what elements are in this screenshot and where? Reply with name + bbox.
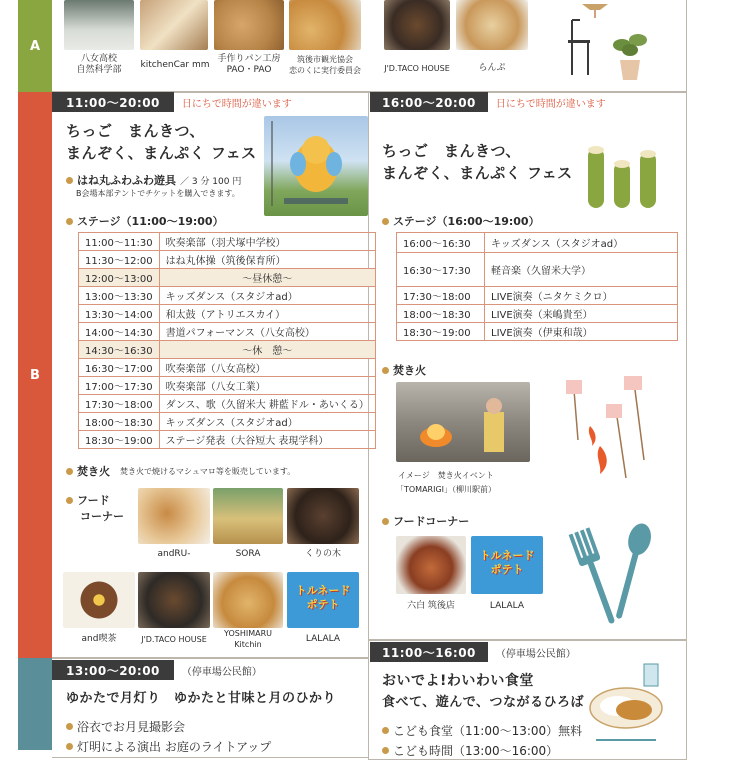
schedule-act: 〜昼休憩〜 — [159, 269, 375, 287]
schedule-act: 吹奏楽部（八女高校） — [159, 359, 375, 377]
photo-jdtaco-a — [384, 0, 450, 50]
caption-kurinoki: くりの木 — [304, 549, 341, 559]
bullet-icon — [66, 497, 73, 504]
caption-a-5: J'D.TACO HOUSE — [384, 64, 450, 73]
c-right-item-2: こども時間（13:00〜16:00） — [382, 742, 558, 759]
b-right-food-heading: フードコーナー — [382, 513, 469, 529]
curry-plate-icon — [586, 660, 676, 750]
marshmallow-fire-icon — [560, 370, 660, 480]
schedule-time: 17:30〜18:00 — [79, 395, 160, 413]
b-left-schedule-table — [78, 232, 376, 449]
b-left-food-heading-2: コーナー — [80, 510, 124, 523]
b-left-title-1: ちっご まんきつ、 — [66, 122, 205, 140]
bullet-icon — [66, 468, 73, 475]
schedule-act: LIVE演奏（ニタケミクロ） — [485, 287, 678, 305]
c-left-venue: （停車場公民館） — [181, 666, 262, 678]
schedule-act: 軽音楽（久留米大学） — [485, 253, 678, 287]
b-right-timebar — [370, 92, 606, 112]
caption-a-6: らんぷ — [478, 63, 506, 73]
schedule-time: 17:00〜17:30 — [79, 377, 160, 395]
schedule-time: 16:30〜17:00 — [79, 359, 160, 377]
table-row — [79, 233, 376, 251]
c-left-item-1: 浴衣でお月見撮影会 — [66, 718, 185, 735]
schedule-act: 吹奏楽部（羽犬塚中学校） — [159, 233, 375, 251]
caption-jdtaco-b: J'D.TACO HOUSE — [141, 635, 207, 644]
schedule-act: 書道パフォーマンス（八女高校） — [159, 323, 375, 341]
schedule-act: キッズダンス（スタジオad） — [159, 413, 375, 431]
photo-yoshimaru — [213, 572, 283, 628]
table-row — [79, 251, 376, 269]
photo-hanemaru — [264, 116, 368, 216]
hane-price: ／ 3 分 100 円 — [180, 176, 242, 187]
table-row — [79, 341, 376, 359]
schedule-act: 吹奏楽部（八女工業） — [159, 377, 375, 395]
photo-pao — [214, 0, 284, 50]
photo-ranpu — [456, 0, 528, 50]
bullet-icon — [382, 367, 389, 374]
chair-plant-illustration — [560, 0, 670, 85]
lalala-logo-right: トルネード ポテト — [479, 549, 535, 576]
schedule-act: キッズダンス（スタジオad） — [159, 287, 375, 305]
bamboo-lantern-icon — [584, 142, 660, 212]
bullet-icon — [66, 177, 73, 184]
bullet-icon — [66, 723, 73, 730]
b-left-time: 11:00〜20:00 — [52, 92, 174, 112]
hane-note: B会場本部テントでチケットを購入できます。 — [76, 189, 240, 198]
photo-andru — [138, 488, 210, 544]
hanemaru-mascot-icon — [264, 116, 368, 216]
c-right-title: おいでよ!わいわい食堂 — [382, 673, 534, 689]
bullet-icon — [66, 743, 73, 750]
c-left-item-2: 灯明による演出 お庭のライトアップ — [66, 738, 271, 755]
bonfire-icon — [396, 382, 530, 462]
lalala-logo: トルネード ポテト — [295, 584, 351, 611]
b-left-stage-heading: ステージ（11:00〜19:00） — [66, 213, 224, 229]
c-right-subtitle: 食べて、遊んで、つながるひろば — [382, 695, 584, 710]
photo-lalala-right — [471, 536, 543, 594]
table-row — [397, 323, 678, 341]
takibi-caption-1: イメージ 焚き火イベント — [398, 471, 494, 480]
section-c-band — [18, 658, 52, 750]
caption-yoshimaru: YOSHIMARU Kitchin — [224, 629, 272, 649]
schedule-time: 14:30〜16:30 — [79, 341, 160, 359]
schedule-time: 14:00〜14:30 — [79, 323, 160, 341]
table-row — [79, 287, 376, 305]
b-right-takibi-heading: 焚き火 — [382, 362, 426, 378]
schedule-act: ステージ発表（大谷短大 表現学科） — [159, 431, 375, 449]
photo-and-kissa — [63, 572, 135, 628]
schedule-time: 18:00〜18:30 — [397, 305, 485, 323]
b-left-title-2: まんぞく、まんぷく フェス — [66, 144, 257, 162]
schedule-act: はね丸体操（筑後保育所） — [159, 251, 375, 269]
bullet-icon — [382, 747, 389, 754]
table-row — [79, 395, 376, 413]
bullet-icon — [382, 218, 389, 225]
caption-andru: andRU- — [157, 549, 191, 559]
table-row — [397, 233, 678, 253]
c-right-time: 11:00〜16:00 — [370, 642, 488, 662]
schedule-time: 13:00〜13:30 — [79, 287, 160, 305]
c-right-item-1: こども食堂（11:00〜13:00）無料 — [382, 722, 582, 739]
photo-chikugo-kanko — [289, 0, 361, 50]
photo-kurinoki — [287, 488, 359, 544]
c-left-time: 13:00〜20:00 — [52, 660, 174, 680]
caption-and-kissa: and喫茶 — [81, 634, 117, 644]
b-left-timebar — [52, 92, 292, 112]
c-left-title: ゆかたで月灯り ゆかたと甘味と月のひかり — [66, 691, 337, 706]
schedule-time: 18:00〜18:30 — [79, 413, 160, 431]
schedule-time: 18:30〜19:00 — [397, 323, 485, 341]
takibi-caption-2: 「TOMARIGI」（柳川駅前） — [396, 485, 497, 494]
schedule-act: ダンス、歌（久留米大 耕藍ドル・あいくる） — [159, 395, 375, 413]
table-row — [397, 253, 678, 287]
table-row — [79, 305, 376, 323]
photo-lalala-b — [287, 572, 359, 628]
b-left-note: 日にちで時間が違います — [181, 98, 292, 110]
hane-ride-heading: はね丸ふわふわ遊具 ／ 3 分 100 円 — [66, 172, 241, 188]
table-row — [79, 359, 376, 377]
schedule-act: 〜休 憩〜 — [159, 341, 375, 359]
schedule-time: 16:00〜16:30 — [397, 233, 485, 253]
b-right-note: 日にちで時間が違います — [495, 98, 606, 110]
photo-rokuhaku — [396, 536, 466, 594]
b-right-title-1: ちっご まんきつ、 — [382, 142, 521, 160]
photo-yame-science — [64, 0, 134, 50]
schedule-time: 13:30〜14:00 — [79, 305, 160, 323]
bullet-icon — [382, 727, 389, 734]
schedule-act: LIVE演奏（来嶋貴至） — [485, 305, 678, 323]
caption-a-1: 八女高校 自然科学部 — [76, 54, 122, 75]
c-right-timebar — [370, 642, 576, 662]
schedule-act: LIVE演奏（伊東和哉） — [485, 323, 678, 341]
schedule-act: 和太鼓（アトリエスカイ） — [159, 305, 375, 323]
table-row — [79, 377, 376, 395]
schedule-time: 11:00〜11:30 — [79, 233, 160, 251]
photo-jdtaco-b — [138, 572, 210, 628]
section-b-band: B — [18, 92, 52, 658]
caption-a-3: 手作りパン工房 PAO・PAO — [217, 54, 281, 75]
bullet-icon — [382, 518, 389, 525]
b-right-time: 16:00〜20:00 — [370, 92, 488, 112]
c-left-timebar — [52, 660, 262, 680]
photo-takibi — [396, 382, 530, 462]
caption-rokuhaku: 六白 筑後店 — [407, 601, 455, 611]
table-row — [79, 431, 376, 449]
bullet-icon — [66, 218, 73, 225]
photo-kitchencar — [140, 0, 208, 50]
schedule-time: 18:30〜19:00 — [79, 431, 160, 449]
table-row — [397, 287, 678, 305]
caption-sora: SORA — [235, 549, 261, 559]
fork-spoon-icon — [566, 520, 656, 630]
photo-sora — [213, 488, 283, 544]
schedule-time: 16:30〜17:30 — [397, 253, 485, 287]
table-row — [79, 323, 376, 341]
b-left-food-heading: フード — [66, 492, 110, 508]
schedule-time: 11:30〜12:00 — [79, 251, 160, 269]
schedule-time: 17:30〜18:00 — [397, 287, 485, 305]
caption-a-2: kitchenCar mm — [140, 60, 210, 70]
b-right-schedule-table — [396, 232, 678, 341]
table-row — [79, 413, 376, 431]
c-right-venue: （停車場公民館） — [495, 648, 576, 660]
section-a-band: A — [18, 0, 52, 92]
caption-lalala-right: LALALA — [489, 601, 525, 611]
b-left-takibi-heading: 焚き火 焚き火で焼けるマシュマロ等を販売しています。 — [66, 463, 295, 479]
b-right-stage-heading: ステージ（16:00〜19:00） — [382, 213, 540, 229]
table-row — [397, 305, 678, 323]
b-left-takibi-note: 焚き火で焼けるマシュマロ等を販売しています。 — [120, 466, 296, 476]
b-right-title-2: まんぞく、まんぷく フェス — [382, 164, 573, 182]
schedule-act: キッズダンス（スタジオad） — [485, 233, 678, 253]
caption-a-4: 筑後市観光協会 恋のくに実行委員会 — [289, 55, 361, 75]
schedule-time: 12:00〜13:00 — [79, 269, 160, 287]
caption-lalala-b: LALALA — [305, 634, 341, 644]
table-row — [79, 269, 376, 287]
